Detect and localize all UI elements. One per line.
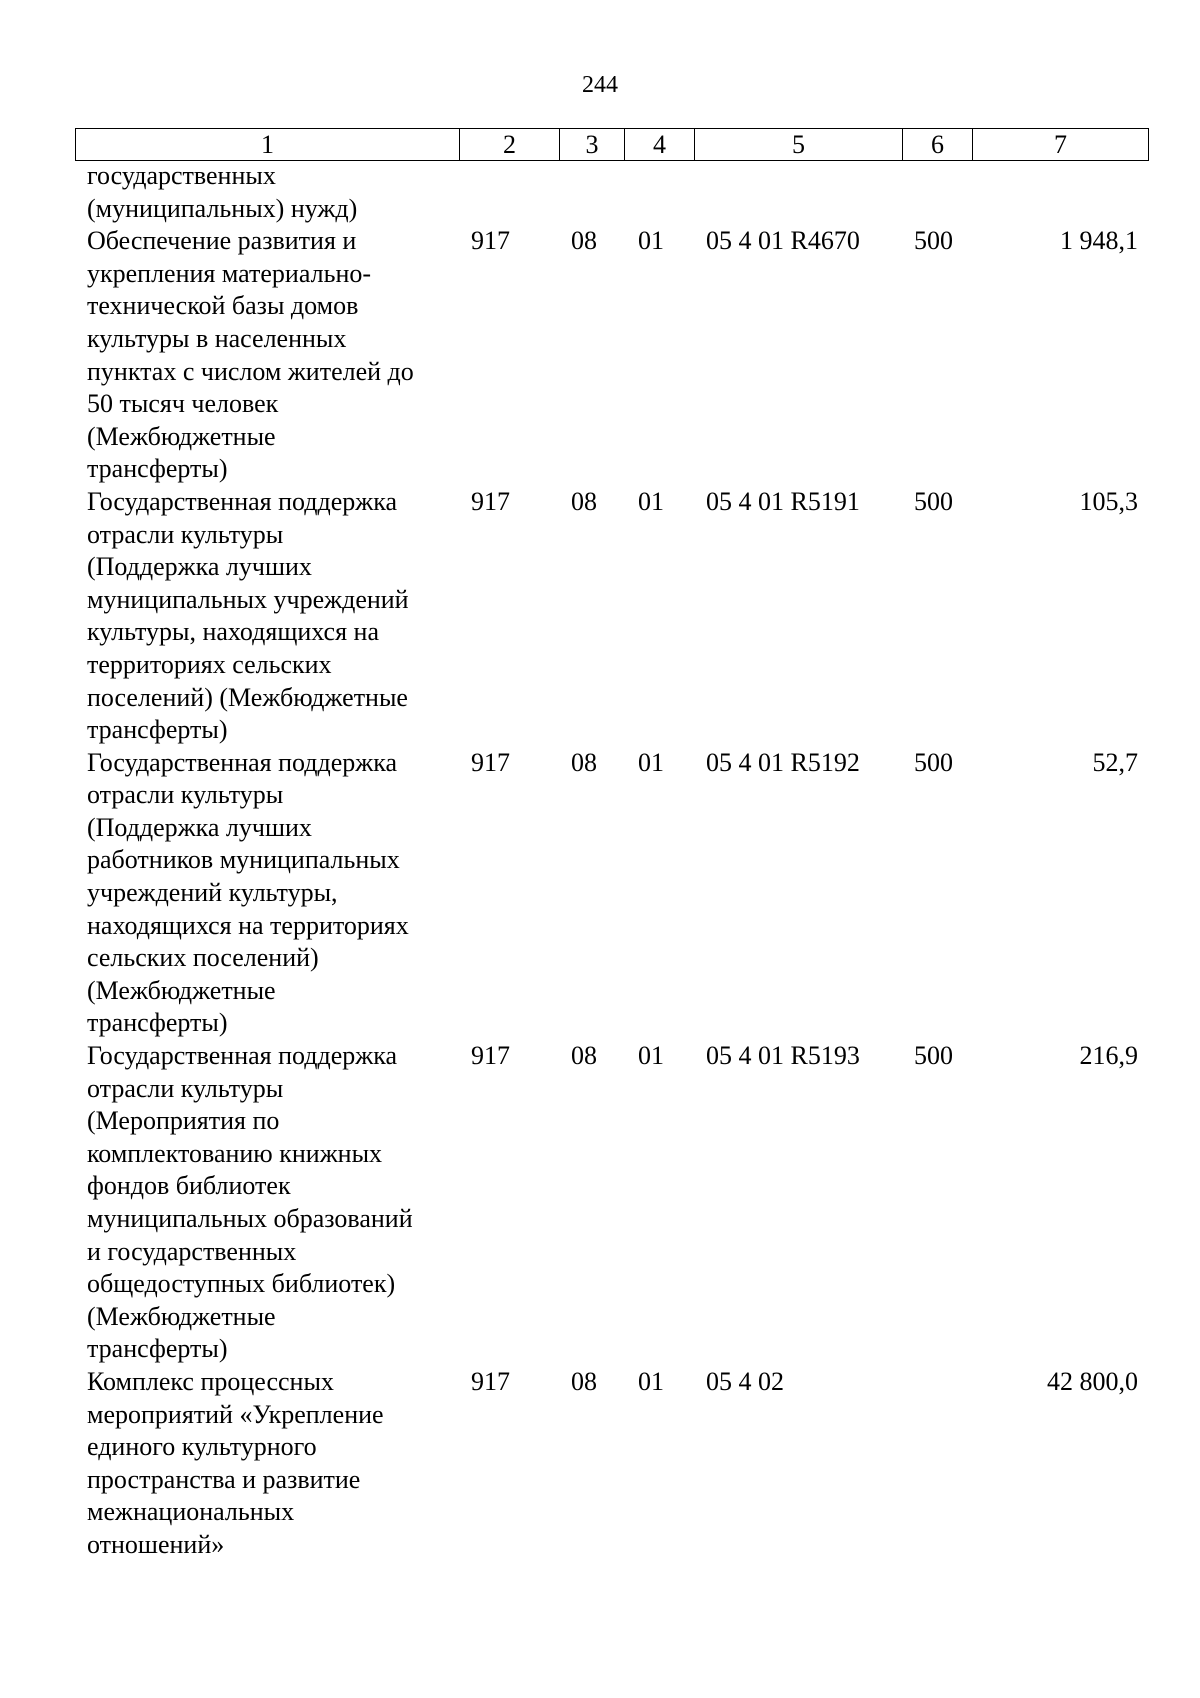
row-target-article: 05 4 01 R4670 — [706, 226, 860, 256]
header-col-4: 4 — [625, 129, 695, 161]
page-number: 244 — [582, 72, 618, 98]
row-amount: 42 800,0 — [1047, 1366, 1138, 1396]
row-expense-type: 500 — [914, 747, 953, 777]
header-col-5: 5 — [695, 129, 903, 161]
budget-table — [75, 160, 1148, 1562]
header-col-6: 6 — [903, 129, 973, 161]
header-col-7: 7 — [973, 129, 1149, 161]
row-amount: 105,3 — [1079, 486, 1138, 516]
row-description: Государственная поддержка отрасли культуры (Поддержка лучших работников муниципальных учреждений культуры, находящихся на территориях сельских поселений) (Межбюджетные трансферты) — [87, 747, 409, 1038]
table-row — [75, 225, 1148, 486]
row-description: Комплекс процессных мероприятий «Укрепление единого культурного пространства и развитие межнациональных отношений» — [87, 1366, 384, 1559]
row-section: 08 — [571, 226, 597, 256]
header-col-2: 2 — [460, 129, 560, 161]
table-row — [75, 1366, 1148, 1562]
row-section — [559, 160, 624, 225]
row-section: 08 — [571, 486, 597, 516]
row-subsection: 01 — [638, 747, 664, 777]
row-expense-type — [902, 1366, 972, 1562]
table-row — [75, 160, 1148, 225]
row-ministry-code: 917 — [471, 1041, 510, 1071]
table-row — [75, 747, 1148, 1040]
row-subsection — [624, 160, 694, 225]
row-expense-type: 500 — [914, 486, 953, 516]
row-target-article: 05 4 01 R5193 — [706, 1041, 860, 1071]
row-subsection: 01 — [638, 1041, 664, 1071]
row-ministry-code: 917 — [471, 1366, 510, 1396]
row-section: 08 — [571, 1366, 597, 1396]
row-expense-type: 500 — [914, 226, 953, 256]
header-col-3: 3 — [560, 129, 625, 161]
table-row — [75, 1040, 1148, 1366]
header-row — [76, 129, 1149, 161]
row-section: 08 — [571, 1041, 597, 1071]
row-section: 08 — [571, 747, 597, 777]
row-ministry-code: 917 — [471, 226, 510, 256]
row-amount — [972, 160, 1148, 225]
row-amount: 216,9 — [1079, 1041, 1138, 1071]
row-ministry-code — [459, 160, 559, 225]
row-description: Государственная поддержка отрасли культуры (Поддержка лучших муниципальных учреждений культуры, находящихся на территориях сельских поселений) (Межбюджетные трансферты) — [87, 486, 409, 745]
row-expense-type: 500 — [914, 1041, 953, 1071]
row-description: государственных (муниципальных) нужд) — [87, 161, 358, 223]
row-amount: 52,7 — [1092, 747, 1138, 777]
table-header — [75, 128, 1149, 161]
row-ministry-code: 917 — [471, 747, 510, 777]
row-description: Обеспечение развития и укрепления материально- технической базы домов культуры в населенных пунктах с числом жителей до 50 тысяч человек (Межбюджетные трансферты) — [87, 226, 414, 484]
row-subsection: 01 — [638, 226, 664, 256]
row-target-article: 05 4 01 R5191 — [706, 486, 860, 516]
row-target-article: 05 4 01 R5192 — [706, 747, 860, 777]
row-expense-type — [902, 160, 972, 225]
row-ministry-code: 917 — [471, 486, 510, 516]
table-row — [75, 486, 1148, 747]
row-target-article — [694, 160, 902, 225]
row-amount: 1 948,1 — [1060, 226, 1138, 256]
row-target-article: 05 4 02 — [706, 1366, 784, 1396]
row-description: Государственная поддержка отрасли культуры (Мероприятия по комплектованию книжных фондов библиотек муниципальных образований и государственных общедоступных библиотек) (Межбюджетные трансферты) — [87, 1041, 413, 1364]
row-subsection: 01 — [638, 1366, 664, 1396]
header-col-1: 1 — [76, 129, 460, 161]
row-subsection: 01 — [638, 486, 664, 516]
